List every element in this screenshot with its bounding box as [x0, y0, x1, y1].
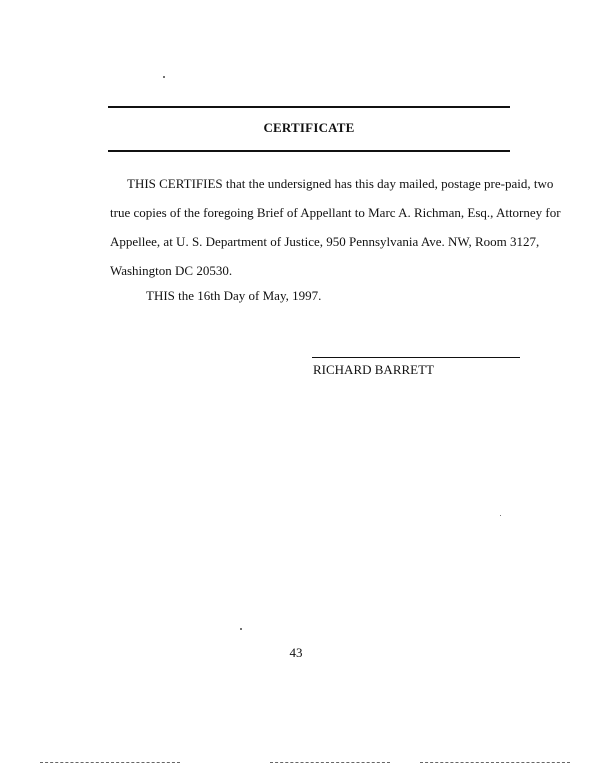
certificate-text-line: THIS CERTIFIES that the undersigned has this day mailed, postage pre-paid, two	[127, 176, 554, 191]
scan-edge-mark	[420, 762, 570, 763]
certificate-text-line: true copies of the foregoing Brief of Appellant to Marc A. Richman, Esq., Attorney for	[110, 205, 561, 220]
scan-edge-mark	[40, 762, 180, 763]
scan-speck	[500, 515, 501, 516]
certificate-heading: CERTIFICATE	[263, 120, 355, 135]
date-line: THIS the 16th Day of May, 1997.	[146, 288, 322, 303]
scan-edge-mark	[270, 762, 390, 763]
certificate-text-line: Washington DC 20530.	[110, 263, 233, 278]
heading-top-rule	[108, 106, 510, 108]
signature-line	[312, 357, 520, 358]
heading-bottom-rule	[108, 150, 510, 152]
scan-speck	[240, 628, 242, 630]
page-number: 43	[289, 645, 303, 660]
scan-speck	[163, 76, 165, 78]
certificate-text-line: Appellee, at U. S. Department of Justice, 950 Pennsylvania Ave. NW, Room 3127,	[110, 234, 540, 249]
signatory-name: RICHARD BARRETT	[313, 362, 434, 377]
